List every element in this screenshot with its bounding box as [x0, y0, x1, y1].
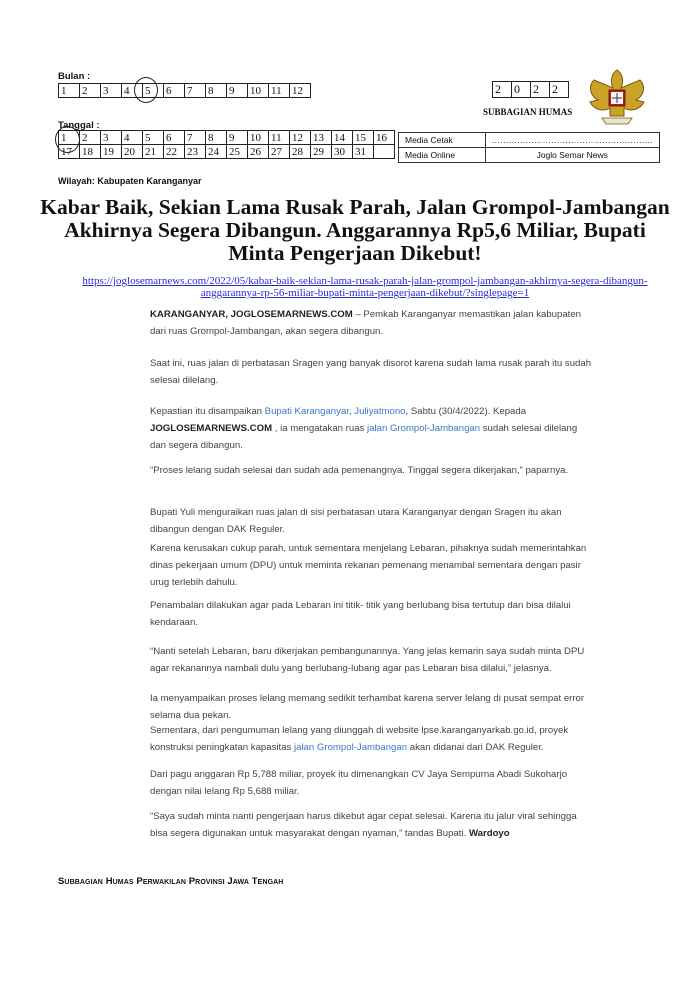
month-cell: 8 [206, 84, 227, 98]
month-cell: 7 [185, 84, 206, 98]
day-cell: 9 [227, 131, 248, 145]
footer-text: Subbagian Humas Perwakilan Provinsi Jawa Tengah [58, 876, 284, 887]
day-grid [58, 130, 395, 159]
day-cell: 7 [185, 131, 206, 145]
day-cell: 31 [353, 145, 374, 159]
day-cell: 15 [353, 131, 374, 145]
link-juliyatmono[interactable]: Juliyatmono [354, 406, 406, 417]
link-jalan-grompol-2[interactable]: jalan Grompol-Jambangan [294, 742, 408, 754]
selected-month-circle [134, 77, 158, 103]
paragraph-11: Dari pagu anggaran Rp 5,788 miliar, proyek itu dimenangkan CV Jaya Sempurna Abadi Sukoharjo dengan nilai lelang Rp 5,688 miliar. [150, 769, 568, 798]
day-cell: 12 [290, 131, 311, 145]
brand-name[interactable]: JOGLOSEMAR [230, 309, 299, 320]
year-digit-cell: 2 [550, 82, 569, 98]
day-cell: 24 [206, 145, 227, 159]
link-jalan-grompol[interactable]: jalan Grompol-Jambangan [367, 423, 481, 435]
paragraph-3 [150, 403, 595, 455]
year-box [492, 81, 569, 98]
day-cell: 27 [269, 145, 290, 159]
author-name: Wardoyo [468, 828, 510, 840]
paragraph-text: “Saya sudah minta nanti pengerjaan harus dikebut agar cepat selesai. Karena itu jalur viral sehingga bisa segera digunakan untuk masyarakat dengan nyaman,” tandas Bupati. [150, 811, 577, 840]
day-cell: 13 [311, 131, 332, 145]
tanggal-label: Tanggal : [58, 120, 100, 131]
paragraph-9: Ia menyampaikan proses lelang memang sedikit terhambat karena server lelang di pusat sempat error selama dua pekan. [150, 693, 585, 722]
month-cell: 12 [290, 84, 311, 98]
media-cetak-value: ………………………………………………… [485, 133, 660, 148]
paragraph-4: “Proses lelang sudah selesai dan sudah ada pemenangnya. Tinggal segera dikerjakan,” paparnya. [150, 465, 569, 476]
day-cell: 22 [164, 145, 185, 159]
day-cell: 20 [122, 145, 143, 159]
paragraph-text: sudah selesai dilelang dan segera dibangun. [150, 423, 578, 452]
paragraph-1 [150, 306, 595, 340]
day-cell: 25 [227, 145, 248, 159]
day-cell: 29 [311, 145, 332, 159]
paragraph-text: – Pemkab Karanganyar memastikan jalan kabupaten dari ruas Grompol-Jambangan, akan segera dibangun. [150, 309, 582, 338]
dept-label: SUBBAGIAN HUMAS [483, 107, 573, 117]
paragraph-10 [150, 722, 595, 756]
day-cell: 8 [206, 131, 227, 145]
paragraph-7: Penambalan dilakukan agar pada Lebaran ini titik- titik yang berlubang bisa tertutup dan bisa dilalui kendaraan. [150, 600, 571, 629]
paragraph-text: , [348, 406, 355, 417]
day-cell: 18 [80, 145, 101, 159]
brand-domain[interactable]: NEWS.COM [298, 309, 353, 320]
day-cell: 11 [269, 131, 290, 145]
month-cell: 5 [143, 84, 164, 98]
paragraph-text: akan didanai dari DAK Reguler. [407, 742, 544, 754]
month-cell: 2 [80, 84, 101, 98]
day-cell: 26 [248, 145, 269, 159]
month-cell: 9 [227, 84, 248, 98]
year-digit-cell: 0 [512, 82, 531, 98]
day-cell: 14 [332, 131, 353, 145]
wilayah-label: Wilayah: Kabupaten Karanganyar [58, 176, 202, 186]
month-cell: 11 [269, 84, 290, 98]
month-cell: 6 [164, 84, 185, 98]
month-cell: 3 [101, 84, 122, 98]
month-cell: 4 [122, 84, 143, 98]
month-cell: 10 [248, 84, 269, 98]
day-cell [374, 145, 395, 159]
paragraph-12 [150, 808, 595, 842]
day-cell: 21 [143, 145, 164, 159]
day-cell: 2 [80, 131, 101, 145]
paragraph-5: Bupati Yuli menguraikan ruas jalan di sisi perbatasan utara Karanganyar dengan Sragen itu akan dibangun dengan DAK Reguler. [150, 507, 562, 536]
article-url-link[interactable]: https://joglosemarnews.com/2022/05/kabar-baik-sekian-lama-rusak-parah-jalan-grompol-jambangan-akhirnya-segera-dibangun-anggarannya-rp-56-miliar-bupati-minta-pengerjaan-dikebut/?singlepage=1 [82, 275, 648, 299]
month-grid [58, 83, 311, 98]
media-cetak-label: Media Cetak [399, 133, 486, 148]
day-cell: 23 [185, 145, 206, 159]
day-cell: 6 [164, 131, 185, 145]
day-cell: 3 [101, 131, 122, 145]
day-cell: 28 [290, 145, 311, 159]
brand-name[interactable]: JOGLOSEMAR [150, 423, 219, 435]
garuda-emblem-icon [580, 64, 654, 128]
media-table [398, 132, 660, 163]
media-online-label: Media Online [399, 148, 486, 163]
day-cell: 5 [143, 131, 164, 145]
day-cell: 19 [101, 145, 122, 159]
paragraph-text: , Sabtu (30/4/2022). Kepada [405, 406, 527, 417]
dateline: KARANGANYAR, [150, 309, 231, 320]
year-digit-cell: 2 [531, 82, 550, 98]
month-cell: 1 [59, 84, 80, 98]
selected-day-circle [55, 126, 80, 153]
paragraph-text: Kepastian itu disampaikan [150, 406, 265, 417]
day-cell: 10 [248, 131, 269, 145]
day-cell: 16 [374, 131, 395, 145]
article-title: Kabar Baik, Sekian Lama Rusak Parah, Jalan Grompol-Jambangan Akhirnya Segera Dibangun. Anggarannya Rp5,6 Miliar, Bupati Minta Pengerjaan Dikebut! [40, 195, 670, 265]
paragraph-text: Sementara, dari pengumuman lelang yang diunggah di website lpse.karanganyarkab.go.id, proyek konstruksi peningkatan kapasitas [150, 725, 569, 754]
paragraph-6: Karena kerusakan cukup parah, untuk sementara menjelang Lebaran, pihaknya sudah memerintahkan dinas pekerjaan umum (DPU) untuk meminta rekanan pemenang menambal sementara dengan pasir urug terlebih dahulu. [150, 543, 587, 589]
bulan-label: Bulan : [58, 71, 91, 82]
day-cell: 30 [332, 145, 353, 159]
paragraph-text: , ia mengatakan ruas [272, 423, 368, 435]
paragraph-8: “Nanti setelah Lebaran, baru dikerjakan pembangunannya. Yang jelas kemarin saya sudah minta DPU agar rekanannya nambali dulu yang berlubang-lubang agar pas Lebaran bisa dilalui,” jelasnya. [150, 646, 585, 675]
brand-domain[interactable]: NEWS.COM [218, 423, 273, 435]
day-cell: 17 [59, 145, 80, 159]
day-cell: 1 [59, 131, 80, 145]
paragraph-2: Saat ini, ruas jalan di perbatasan Sragen yang banyak disorot karena sudah lama rusak parah itu sudah selesai dilelang. [150, 358, 592, 387]
year-digit-cell: 2 [493, 82, 512, 98]
link-bupati[interactable]: Bupati Karanganyar [264, 406, 349, 417]
day-cell: 4 [122, 131, 143, 145]
media-online-value: Joglo Semar News [485, 148, 660, 163]
